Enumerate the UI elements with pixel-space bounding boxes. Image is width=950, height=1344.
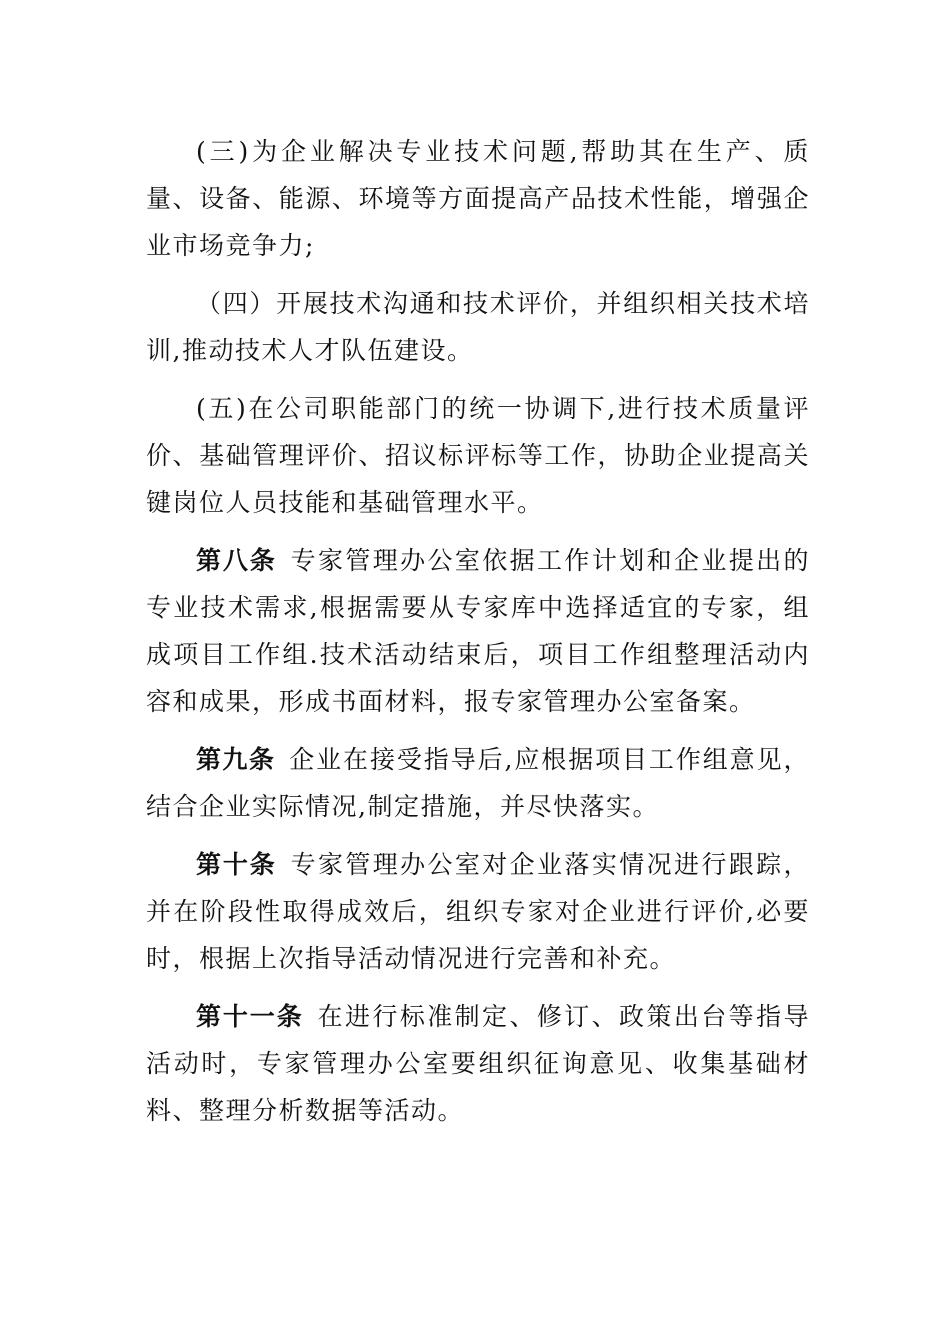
article-text: 专家管理办公室依据工作计划和企业提出的专业技术需求,根据需要从专家库中选择适宜的专家，组成项目工作组.技术活动结束后，项目工作组整理活动内容和成果，形成书面材料，报专家管理办公室备案。 bbox=[146, 546, 810, 716]
paragraph-item-4 bbox=[146, 280, 810, 374]
article-heading: 第九条 bbox=[196, 745, 276, 774]
paragraph-text: (五)在公司职能部门的统一协调下,进行技术质量评价、基础管理评价、招议标评标等工作，协助企业提高关键岗位人员技能和基础管理水平。 bbox=[146, 394, 810, 517]
article-10 bbox=[146, 841, 810, 982]
article-11 bbox=[146, 993, 810, 1134]
document-body bbox=[146, 128, 810, 1134]
article-9 bbox=[146, 736, 810, 830]
article-text: 在进行标准制定、修订、政策出台等指导活动时，专家管理办公室要组织征询意见、收集基础材料、整理分析数据等活动。 bbox=[146, 1002, 810, 1125]
article-8 bbox=[146, 537, 810, 725]
paragraph-item-5 bbox=[146, 385, 810, 526]
article-heading: 第十条 bbox=[196, 850, 277, 879]
article-heading: 第十一条 bbox=[196, 1002, 304, 1031]
paragraph-text: （四）开展技术沟通和技术评价，并组织相关技术培训,推动技术人才队伍建设。 bbox=[146, 289, 810, 365]
article-text: 专家管理办公室对企业落实情况进行跟踪，并在阶段性取得成效后，组织专家对企业进行评价,必要时，根据上次指导活动情况进行完善和补充。 bbox=[146, 850, 810, 973]
paragraph-text: (三)为企业解决专业技术问题,帮助其在生产、质量、设备、能源、环境等方面提高产品技术性能，增强企业市场竞争力; bbox=[146, 137, 810, 260]
article-text: 企业在接受指导后,应根据项目工作组意见，结合企业实际情况,制定措施，并尽快落实。 bbox=[146, 745, 810, 821]
paragraph-item-3 bbox=[146, 128, 810, 269]
article-heading: 第八条 bbox=[196, 546, 277, 575]
